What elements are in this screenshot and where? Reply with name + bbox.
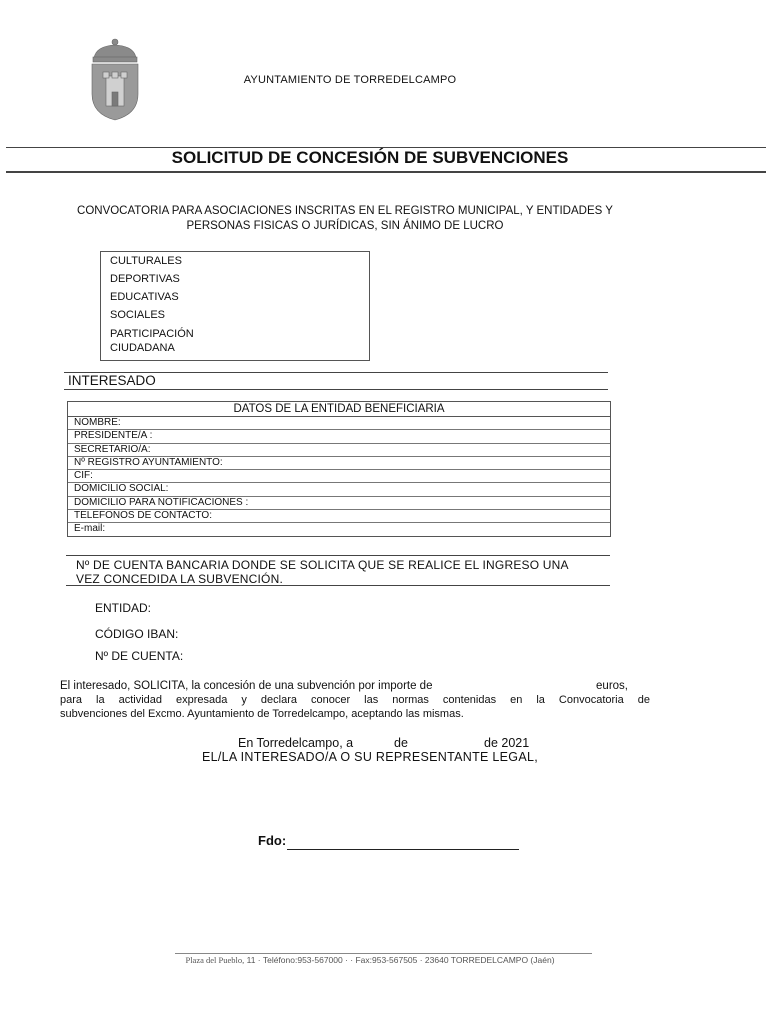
date-year-text: de 2021 bbox=[484, 736, 530, 750]
divider bbox=[66, 585, 610, 586]
page-title: SOLICITUD DE CONCESIÓN DE SUBVENCIONES bbox=[171, 148, 569, 167]
legal-representative-text: EL/LA INTERESADO/A O SU REPRESENTANTE LEGAL, bbox=[202, 750, 538, 764]
divider bbox=[6, 171, 766, 173]
table-row[interactable]: E-mail: bbox=[74, 523, 106, 535]
category-item[interactable]: EDUCATIVAS bbox=[110, 291, 179, 303]
iban-field[interactable]: CÓDIGO IBAN: bbox=[95, 627, 179, 641]
request-paragraph bbox=[60, 679, 650, 721]
entidad-field[interactable]: ENTIDAD: bbox=[95, 601, 152, 615]
header-organization: AYUNTAMIENTO DE TORREDELCAMPO bbox=[243, 74, 457, 86]
table-row[interactable]: DOMICILIO SOCIAL: bbox=[68, 483, 610, 496]
category-item[interactable]: CULTURALES bbox=[110, 255, 182, 267]
signature-label: Fdo: bbox=[258, 833, 287, 848]
bank-heading-line: VEZ CONCEDIDA LA SUBVENCIÓN. bbox=[76, 572, 283, 586]
divider bbox=[66, 555, 610, 556]
beneficiary-data-table bbox=[67, 401, 611, 537]
table-row[interactable]: PRESIDENTE/A : bbox=[68, 430, 610, 443]
bank-heading-line: Nº DE CUENTA BANCARIA DONDE SE SOLICITA QUE SE REALICE EL INGRESO UNA bbox=[76, 558, 569, 572]
request-text: subvenciones del Excmo. Ayuntamiento de Torredelcampo, aceptando las mismas. bbox=[60, 708, 464, 720]
convocatoria-line: PERSONAS FISICAS O JURÍDICAS, SIN ÁNIMO DE LUCRO bbox=[186, 220, 504, 232]
date-de-text: de bbox=[394, 736, 408, 750]
category-item[interactable]: DEPORTIVAS bbox=[110, 273, 180, 285]
convocatoria-line: CONVOCATORIA PARA ASOCIACIONES INSCRITAS EN EL REGISTRO MUNICIPAL, Y ENTIDADES Y bbox=[77, 205, 613, 217]
request-text: euros, bbox=[596, 680, 628, 692]
category-item[interactable]: SOCIALES bbox=[110, 309, 166, 321]
category-item-line: CIUDADANA bbox=[110, 342, 175, 354]
account-number-field[interactable]: Nº DE CUENTA: bbox=[95, 649, 184, 663]
signature-line[interactable] bbox=[287, 849, 519, 850]
category-item[interactable] bbox=[101, 324, 369, 355]
table-row[interactable]: TELEFONOS DE CONTACTO: bbox=[68, 510, 610, 523]
footer-text: Plaza del Pueblo, bbox=[185, 955, 245, 965]
category-item-line: PARTICIPACIÓN bbox=[110, 328, 194, 340]
table-row[interactable]: DOMICILIO PARA NOTIFICACIONES : bbox=[68, 497, 610, 510]
place-date-text: En Torredelcampo, a bbox=[238, 736, 354, 750]
footer-address bbox=[0, 955, 740, 965]
convocatoria-text bbox=[40, 204, 650, 234]
bank-account-heading bbox=[76, 558, 606, 586]
table-row[interactable]: NOMBRE: bbox=[68, 417, 610, 430]
table-row[interactable]: CIF: bbox=[68, 470, 610, 483]
table-row[interactable]: Nº REGISTRO AYUNTAMIENTO: bbox=[68, 457, 610, 470]
footer-text: 11 · Teléfono:953-567000 · · Fax:953-567505 · 23640 TORREDELCAMPO (Jaén) bbox=[246, 955, 555, 965]
section-heading-interesado: INTERESADO bbox=[68, 373, 156, 388]
request-text: para la actividad expresada y declara conocer las normas contenidas en la Convocatoria de bbox=[60, 694, 650, 706]
divider bbox=[64, 389, 608, 390]
table-header: DATOS DE LA ENTIDAD BENEFICIARIA bbox=[68, 402, 610, 417]
table-row[interactable]: SECRETARIO/A: bbox=[68, 444, 610, 457]
request-text: El interesado, SOLICITA, la concesión de una subvención por importe de bbox=[60, 680, 433, 692]
category-box bbox=[100, 251, 370, 361]
divider bbox=[175, 953, 592, 954]
